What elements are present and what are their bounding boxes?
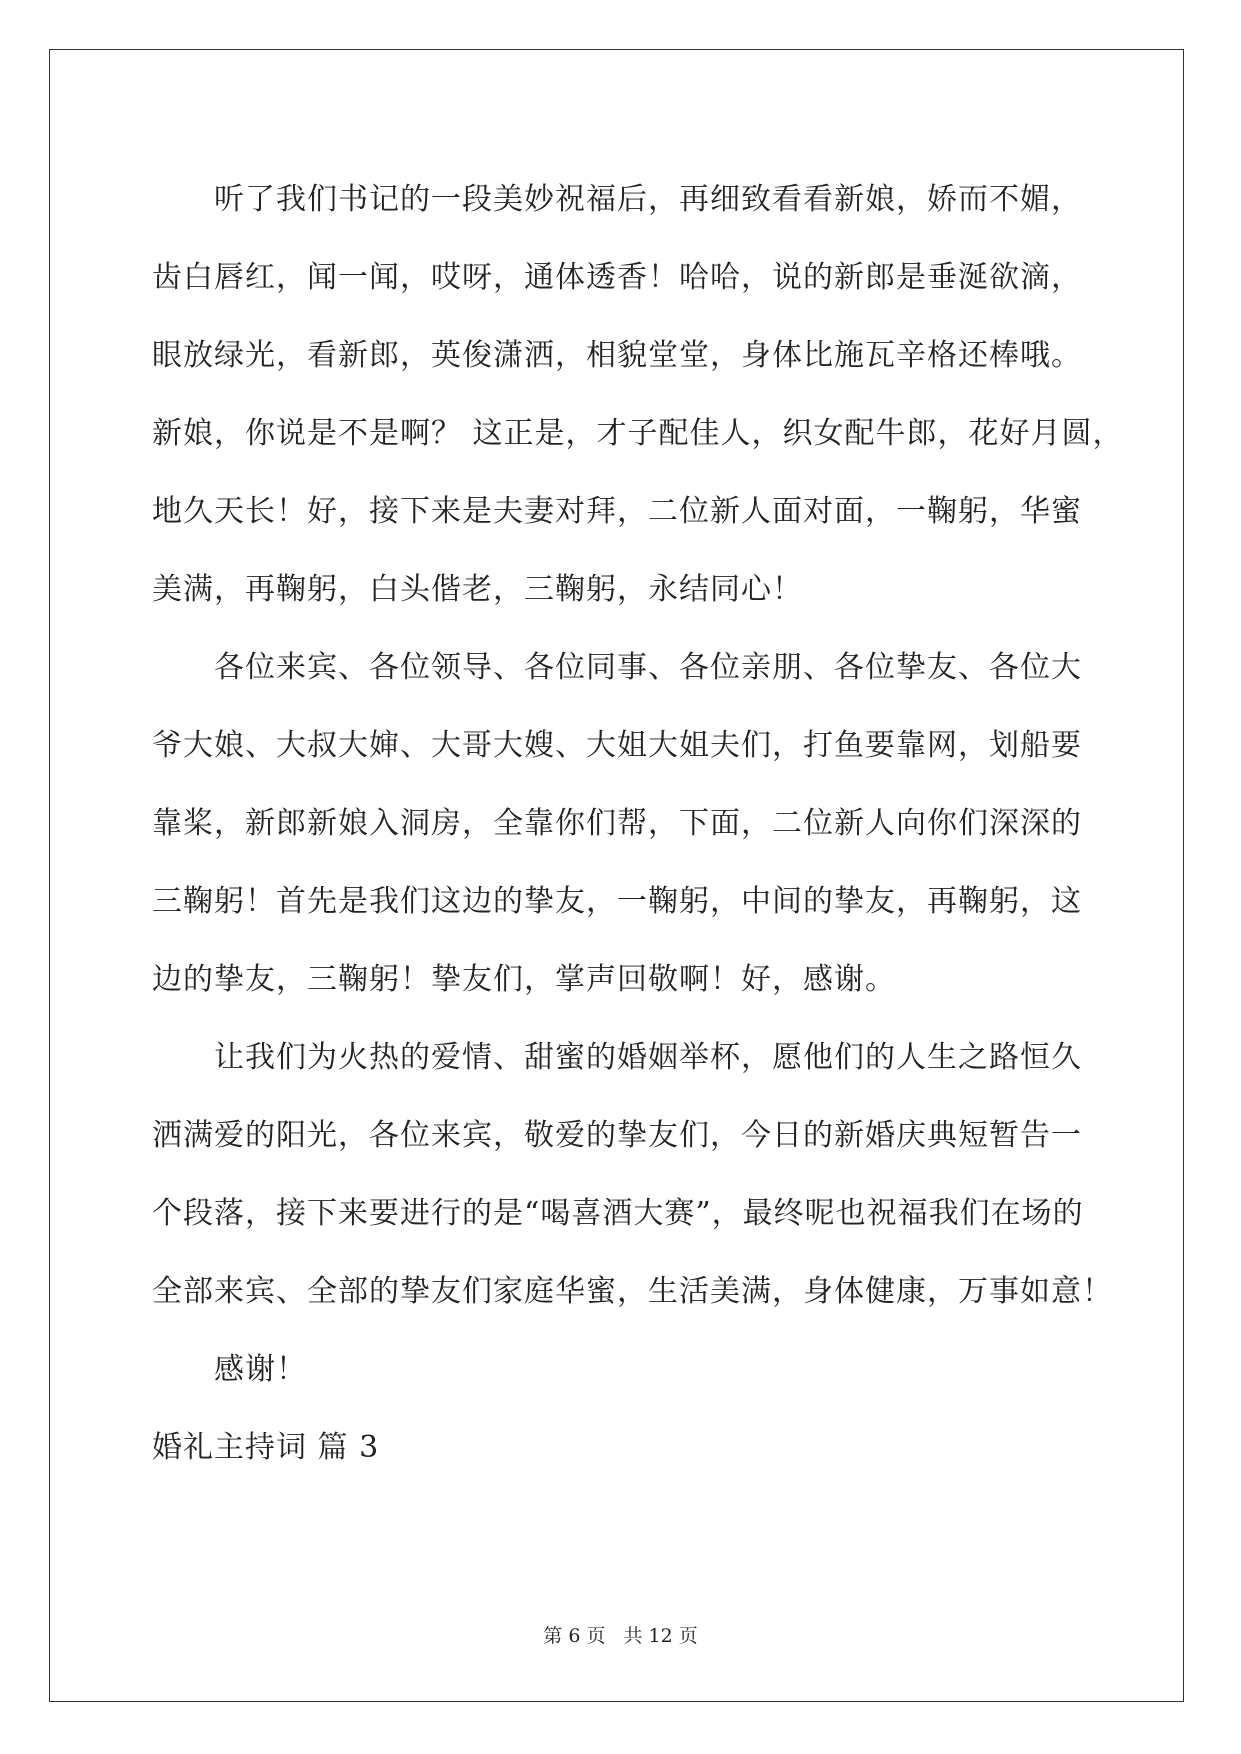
text-line: 爷大娘、大叔大婶、大哥大嫂、大姐大姐夫们，打鱼要靠网，划船要 [152, 728, 1082, 763]
section-heading: 婚礼主持词 篇 3 [152, 1430, 380, 1465]
text-line: 洒满爱的阳光，各位来宾，敬爱的挚友们，今日的新婚庆典短暂告一 [152, 1118, 1082, 1153]
text-line: 新娘，你说是不是啊？ 这正是，才子配佳人，织女配牛郎，花好月圆， [152, 416, 1124, 451]
page-total: 共 12 页 [623, 1625, 698, 1647]
text-line: 地久天长！好，接下来是夫妻对拜，二位新人面对面，一鞠躬，华蜜 [152, 494, 1082, 529]
paragraph-2 [152, 629, 1092, 1019]
text-line: 听了我们书记的一段美妙祝福后，再细致看看新娘，娇而不媚， [214, 182, 1082, 217]
text-line: 全部来宾、全部的挚友们家庭华蜜，生活美满，身体健康，万事如意！ [152, 1274, 1113, 1309]
text-line: 靠桨，新郎新娘入洞房，全靠你们帮，下面，二位新人向你们深深的 [152, 806, 1082, 841]
page-footer [0, 1621, 1241, 1648]
paragraph-4 [152, 1331, 1092, 1409]
text-line: 各位来宾、各位领导、各位同事、各位亲朋、各位挚友、各位大 [214, 650, 1082, 685]
text-line: 个段落，接下来要进行的是“喝喜酒大赛”，最终呢也祝福我们在场的 [152, 1196, 1084, 1231]
paragraph-3 [152, 1019, 1113, 1331]
text-line: 齿白唇红，闻一闻，哎呀，通体透香！哈哈，说的新郎是垂涎欲滴， [152, 260, 1082, 295]
text-line: 边的挚友，三鞠躬！挚友们，掌声回敬啊！好，感谢。 [152, 962, 896, 997]
document-body [152, 161, 1124, 1487]
text-line: 三鞠躬！首先是我们这边的挚友，一鞠躬，中间的挚友，再鞠躬，这 [152, 884, 1082, 919]
page-number: 第 6 页 [543, 1625, 606, 1647]
paragraph-1 [152, 161, 1124, 629]
text-line: 美满，再鞠躬，白头偕老，三鞠躬，永结同心！ [152, 572, 803, 607]
text-line: 让我们为火热的爱情、甜蜜的婚姻举杯，愿他们的人生之路恒久 [214, 1040, 1082, 1075]
text-line: 眼放绿光，看新郎，英俊潇洒，相貌堂堂，身体比施瓦辛格还棒哦。 [152, 338, 1082, 373]
text-line: 感谢！ [214, 1352, 307, 1387]
